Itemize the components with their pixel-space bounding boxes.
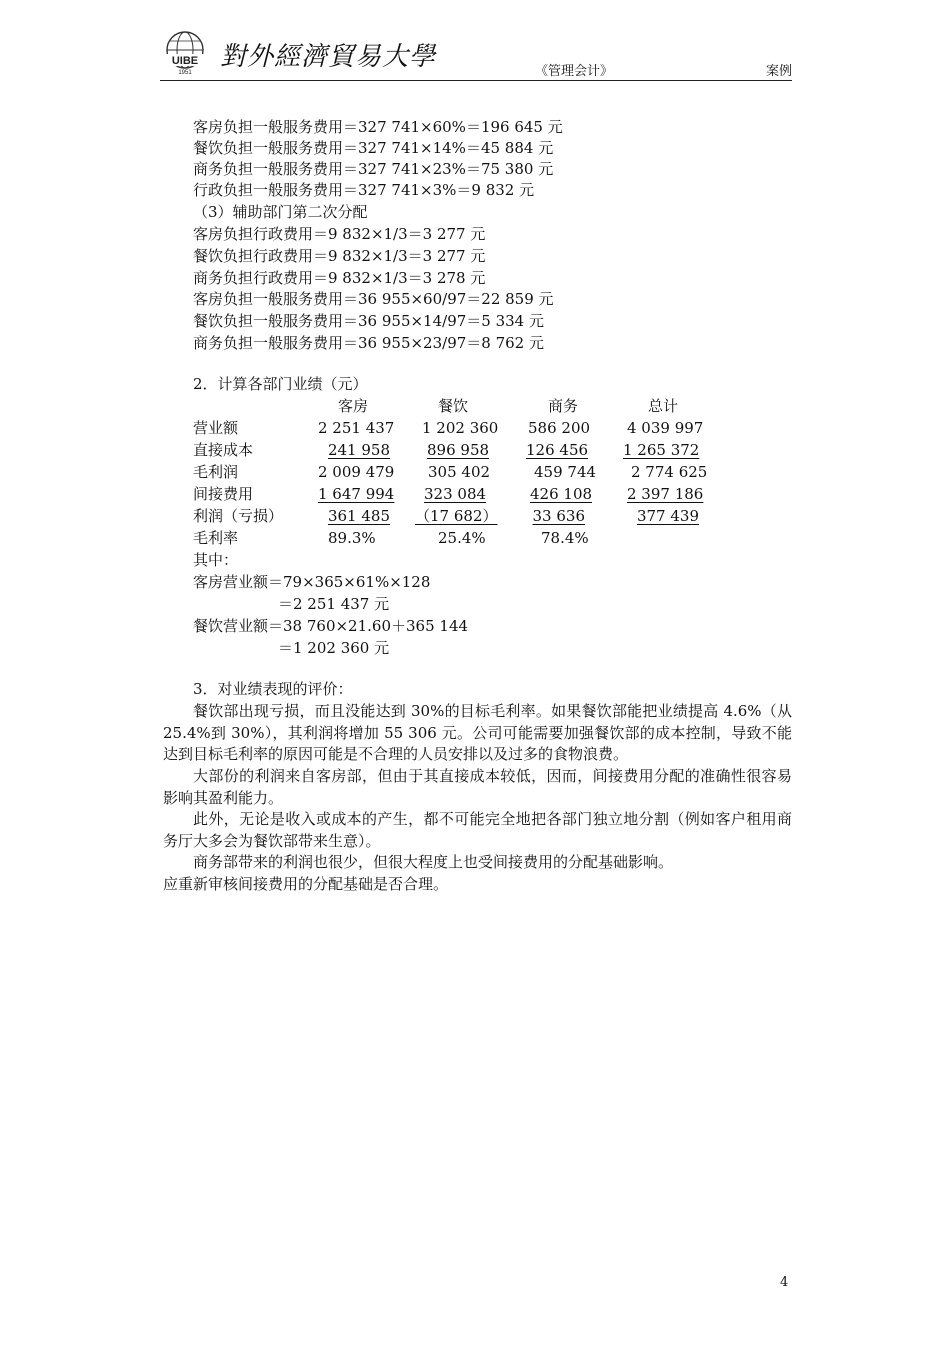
row-label: 毛利润: [193, 463, 239, 481]
table-cell: 33 636: [532, 507, 585, 525]
column-header: 餐饮: [438, 397, 469, 415]
table-cell: 1 265 372: [623, 441, 700, 459]
text-line: 客房负担行政费用＝9 832×1/3＝3 277 元: [193, 225, 486, 243]
university-logo-icon: [160, 28, 210, 76]
text-line: 商务负担行政费用＝9 832×1/3＝3 278 元: [193, 269, 486, 287]
final-line: 应重新审核间接费用的分配基础是否合理。: [163, 875, 449, 893]
section-2-title: 2．计算各部门业绩（元）: [193, 375, 368, 393]
table-cell: 426 108: [530, 485, 593, 503]
university-name: 對外經濟貿易大學: [220, 42, 437, 72]
subheading: （3）辅助部门第二次分配: [193, 203, 368, 221]
table-cell: 2 009 479: [318, 463, 395, 481]
column-header: 总计: [648, 397, 679, 415]
text-line: 餐饮负担一般服务费用＝36 955×14/97＝5 334 元: [193, 312, 544, 330]
note-line: ＝1 202 360 元: [278, 639, 390, 657]
text-line: 餐饮负担行政费用＝9 832×1/3＝3 277 元: [193, 247, 486, 265]
table-cell: 377 439: [636, 507, 699, 525]
text-line: 客房负担一般服务费用＝327 741×60%＝196 645 元: [193, 118, 563, 136]
table-cell: 459 744: [534, 463, 597, 481]
svg-text:1951: 1951: [178, 70, 192, 76]
table-cell: 89.3%: [328, 529, 376, 547]
section-tag: 案例: [765, 64, 792, 79]
paragraph: 此外，无论是收入或成本的产生，都不可能完全地把各部门独立地分割（例如客户租用商务厅大多会为餐饮部带来生意）。: [163, 810, 792, 850]
table-cell: 305 402: [428, 463, 491, 481]
text-line: 商务负担一般服务费用＝327 741×23%＝75 380 元: [193, 160, 554, 178]
table-cell: 25.4%: [438, 529, 486, 547]
paragraph: 商务部带来的利润也很少，但很大程度上也受间接费用的分配基础影响。: [193, 853, 674, 871]
table-cell: 1 647 994: [318, 485, 395, 503]
course-title: 《管理会计》: [535, 64, 614, 79]
table-cell: 1 202 360: [422, 419, 499, 437]
paragraph: 餐饮部出现亏损，而且没能达到 30%的目标毛利率。如果餐饮部能把业绩提高 4.6%（从 25.4%到 30%），其利润将增加 55 306 元。公司可能需要加强餐饮部的成本控制，导致不能达到目标毛利率的原因可能是不合理的人员安排以及过多的食物浪费。: [163, 702, 792, 763]
text-line: 餐饮负担一般服务费用＝327 741×14%＝45 884 元: [193, 139, 554, 157]
table-cell: 2 774 625: [631, 463, 708, 481]
table-cell: 586 200: [528, 419, 591, 437]
table-cell: 241 958: [327, 441, 390, 459]
row-label: 毛利率: [193, 529, 239, 547]
row-label: 营业额: [193, 419, 239, 437]
table-cell: 126 456: [526, 441, 589, 459]
table-cell: 78.4%: [541, 529, 589, 547]
page-number: 4: [780, 1275, 789, 1290]
note-line: 其中：: [193, 551, 239, 569]
section-3-title: 3．对业绩表现的评价：: [193, 680, 353, 698]
text-line: 客房负担一般服务费用＝36 955×60/97＝22 859 元: [193, 290, 554, 308]
text-line: 商务负担一般服务费用＝36 955×23/97＝8 762 元: [193, 334, 544, 352]
table-cell: 2 397 186: [627, 485, 704, 503]
column-header: 客房: [338, 397, 369, 415]
note-line: ＝2 251 437 元: [278, 595, 390, 613]
table-cell: 896 958: [427, 441, 490, 459]
table-cell: 2 251 437: [318, 419, 395, 437]
table-cell: 361 485: [327, 507, 390, 525]
note-line: 客房营业额＝79×365×61%×128: [193, 573, 431, 591]
table-cell: 4 039 997: [627, 419, 704, 437]
page-header: [160, 28, 792, 81]
row-label: 利润（亏损）: [193, 507, 284, 525]
note-line: 餐饮营业额＝38 760×21.60＋365 144: [193, 617, 469, 635]
paragraph: 大部份的利润来自客房部，但由于其直接成本较低，因而，间接费用分配的准确性很容易影响其盈利能力。: [163, 767, 792, 807]
table-cell: （17 682）: [415, 507, 498, 525]
svg-text:UIBE: UIBE: [171, 55, 199, 67]
column-header: 商务: [548, 397, 579, 415]
row-label: 直接成本: [193, 441, 254, 459]
table-cell: 323 084: [424, 485, 487, 503]
text-line: 行政负担一般服务费用＝327 741×3%＝9 832 元: [193, 181, 535, 199]
row-label: 间接费用: [193, 485, 254, 503]
